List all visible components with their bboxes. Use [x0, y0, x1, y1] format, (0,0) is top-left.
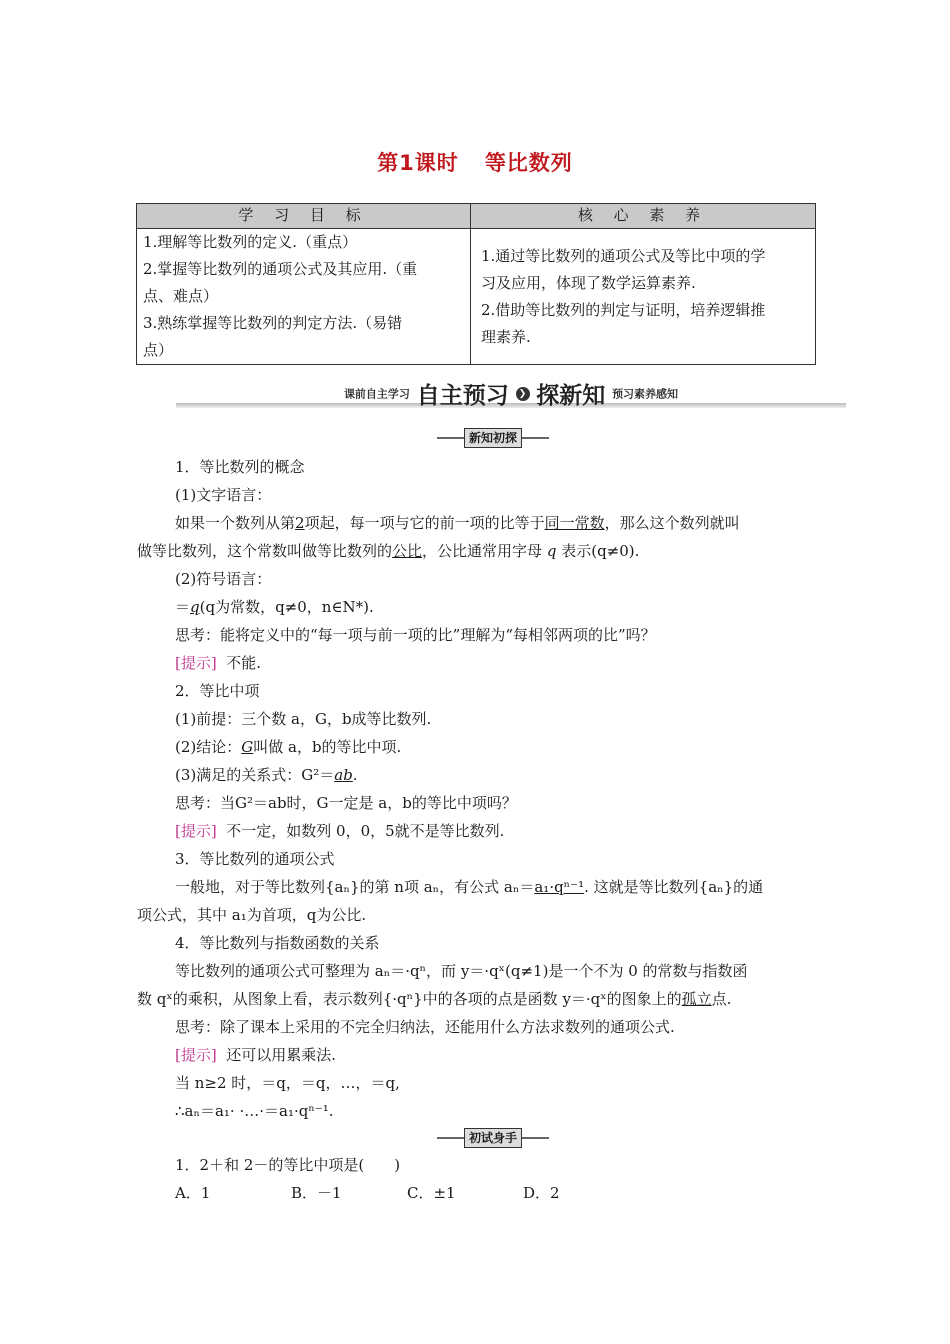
literacy-cell	[471, 229, 816, 365]
think-question: 思考：当G²＝ab时，G一定是 a，b的等比中项吗？	[175, 794, 517, 812]
literacy-line: 习及应用，体现了数学运算素养.	[481, 273, 696, 292]
think-question: 思考：能将定义中的“每一项与前一项的比”理解为“每相邻两项的比”吗？	[175, 626, 656, 644]
hint-label: [提示]	[175, 1046, 217, 1064]
section-tag-first-try	[437, 1127, 549, 1149]
section-tag-new-knowledge	[437, 427, 549, 449]
section-heading: 2．等比中项	[175, 682, 260, 700]
literacy-line: 1.通过等比数列的通项公式及等比中项的学	[481, 246, 766, 265]
goals-table	[136, 203, 816, 365]
literacy-header: 核 心 素 养	[471, 204, 816, 229]
goal-line: 1.理解等比数列的定义.（重点）	[143, 233, 358, 251]
hint-label: [提示]	[175, 822, 217, 840]
hint-line: [提示] 还可以用累乘法.	[175, 1046, 337, 1064]
lesson-number: 第1课时	[377, 151, 459, 175]
tag-label: 新知初探	[464, 428, 522, 448]
hint-line: [提示] 不一定，如数列 0，0，5就不是等比数列.	[175, 822, 505, 840]
chevron-right-icon: ❯	[516, 387, 530, 401]
banner-left-small: 课前自主学习	[343, 387, 410, 401]
answer-options	[175, 1183, 815, 1203]
section-heading: 1．等比数列的概念	[175, 458, 305, 476]
paragraph: 项公式，其中 a₁为首项，q为公比.	[137, 906, 367, 924]
page-title	[0, 147, 950, 177]
paragraph: 等比数列的通项公式可整理为 aₙ＝·qⁿ，而 y＝·qˣ(q≠1)是一个不为 0 的常数与指数函	[175, 962, 748, 980]
section-banner	[176, 377, 846, 411]
tag-label: 初试身手	[464, 1128, 522, 1148]
goal-line: 点）	[143, 341, 174, 359]
think-question: 思考：除了课本上采用的不完全归纳法，还能用什么方法求数列的通项公式.	[175, 1018, 675, 1036]
hint-label: [提示]	[175, 654, 217, 672]
sub-heading: (2)符号语言：	[175, 570, 272, 588]
goals-header: 学 习 目 标	[137, 204, 471, 229]
literacy-line: 2.借助等比数列的判定与证明，培养逻辑推	[481, 300, 766, 319]
banner-left-big: 自主预习	[416, 383, 509, 409]
formula: ＝q(q为常数，q≠0，n∈N*).	[175, 598, 374, 616]
goals-cell	[137, 229, 471, 365]
goal-line: 3.熟练掌握等比数列的判定方法.（易错	[143, 314, 403, 332]
literacy-line: 理素养.	[481, 327, 531, 346]
banner-right-small: 预习素养感知	[612, 387, 679, 401]
paragraph: 一般地，对于等比数列{aₙ}的第 n项 aₙ，有公式 aₙ＝a₁·qⁿ⁻¹. 这就是等比数列{aₙ}的通	[175, 878, 764, 896]
paragraph: (3)满足的关系式：G²＝ab.	[175, 766, 358, 784]
formula: 当 n≥2 时，＝q，＝q，…，＝q,	[175, 1074, 400, 1092]
question: 1．2＋和 2－的等比中项是( )	[175, 1156, 401, 1174]
section-heading: 3．等比数列的通项公式	[175, 850, 335, 868]
option-d[interactable]: D．2	[523, 1184, 560, 1202]
lesson-topic: 等比数列	[484, 151, 573, 175]
paragraph: (1)前提：三个数 a，G，b成等比数列.	[175, 710, 432, 728]
banner-right-big: 探新知	[536, 383, 606, 409]
paragraph: (2)结论：G叫做 a，b的等比中项.	[175, 738, 402, 756]
option-c[interactable]: C．±1	[407, 1184, 456, 1202]
option-b[interactable]: B．－1	[291, 1184, 342, 1202]
goal-line: 2.掌握等比数列的通项公式及其应用.（重	[143, 260, 418, 278]
goal-line: 点、难点）	[143, 287, 219, 305]
option-a[interactable]: A．1	[175, 1184, 211, 1202]
hint-line: [提示] 不能.	[175, 654, 262, 672]
section-heading: 4．等比数列与指数函数的关系	[175, 934, 380, 952]
sub-heading: (1)文字语言：	[175, 486, 272, 504]
paragraph: 数 qˣ的乘积，从图象上看，表示数列{·qⁿ}中的各项的点是函数 y＝·qˣ的图象上的孤立点.	[137, 990, 732, 1008]
formula: ∴aₙ＝a₁· ·…·＝a₁·qⁿ⁻¹.	[175, 1102, 334, 1120]
paragraph: 如果一个数列从第2项起，每一项与它的前一项的比等于同一常数，那么这个数列就叫	[175, 514, 740, 532]
paragraph: 做等比数列，这个常数叫做等比数列的公比，公比通常用字母 q 表示(q≠0).	[137, 542, 640, 560]
